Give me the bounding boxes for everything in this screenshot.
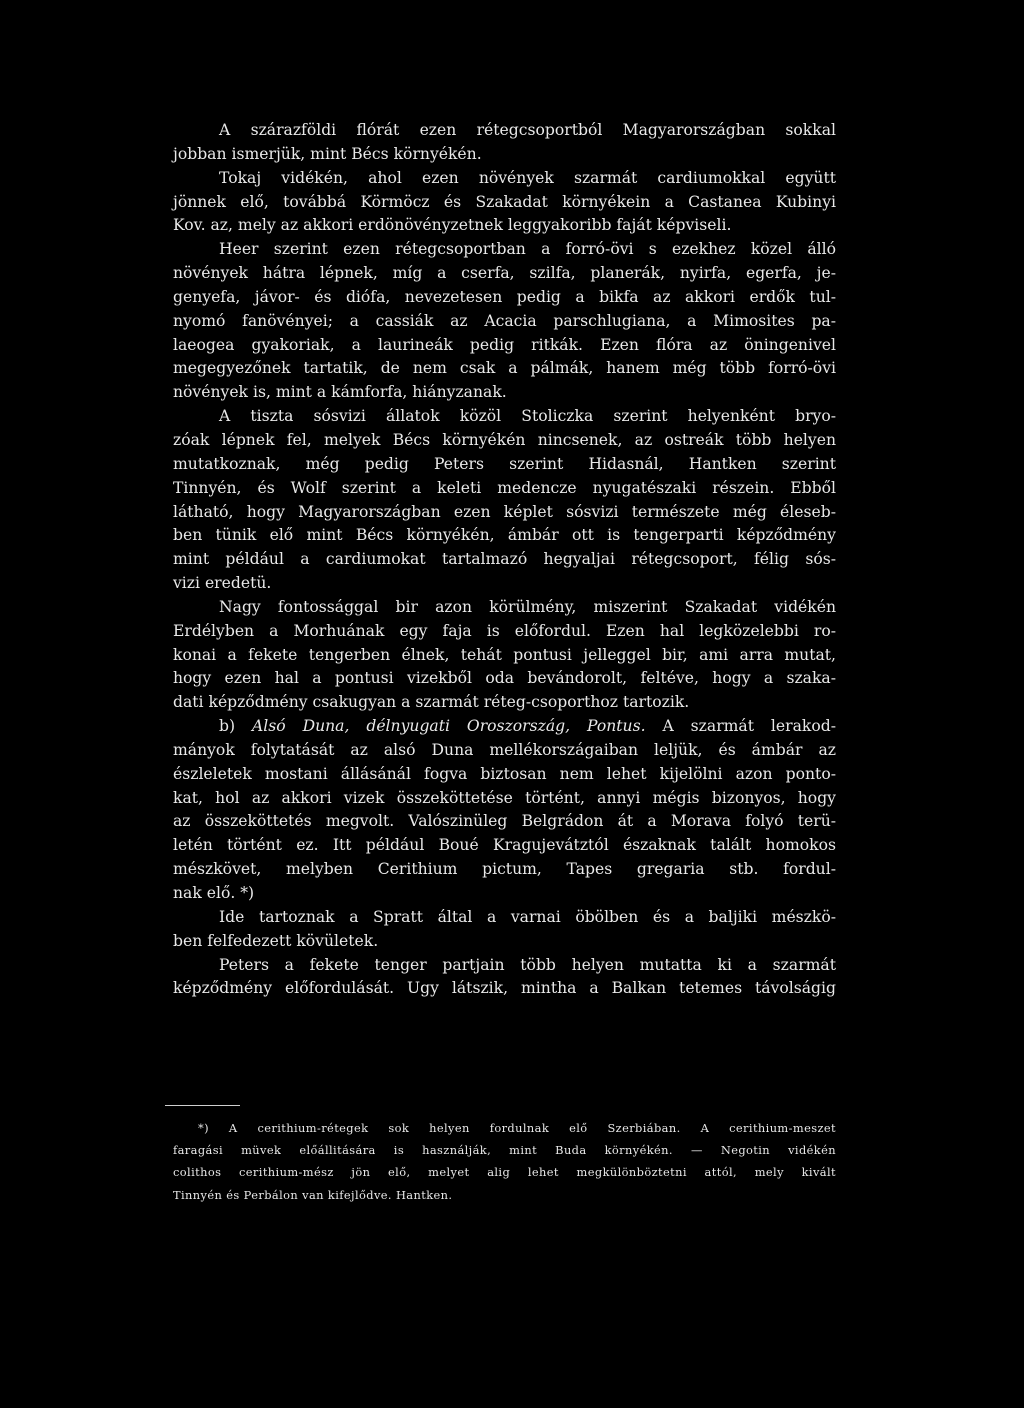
footnote-line: faragási müvek előállitására is használják, mint Buda környékén. — Negotin vidékén [173, 1143, 836, 1158]
text-line: Erdélyben a Morhuának egy faja is előfordul. Ezen hal legközelebbi ro- [173, 621, 836, 640]
text-line: kat, hol az akkori vizek összeköttetése történt, annyi mégis bizonyos, hogy [173, 788, 836, 807]
text-line: ben tünik elő mint Bécs környékén, ámbár ott is tengerparti képződmény [173, 526, 836, 545]
text-line: észleletek mostani állásánál fogva biztosan nem lehet kijelölni azon ponto- [173, 764, 836, 783]
text-line: Heer szerint ezen rétegcsoportban a forró-övi s ezekhez közel álló [219, 240, 836, 259]
line-segment: b) [219, 717, 252, 736]
text-line: növények is, mint a kámforfa, hiányzanak. [173, 383, 507, 402]
text-line: Ide tartoznak a Spratt által a varnai öbölben és a baljiki mészkö- [219, 907, 836, 926]
text-line: A szárazföldi flórát ezen rétegcsoportból Magyarországban sokkal [219, 121, 836, 139]
text-line: konai a fekete tengerben élnek, tehát pontusi jelleggel bir, ami arra mutat, [173, 645, 836, 664]
text-line [173, 715, 836, 739]
text-line: Kov. az, mely az akkori erdönövényzetnek leggyakoribb faját képviseli. [173, 216, 732, 235]
footnote-divider [165, 1105, 240, 1106]
text-line: Nagy fontossággal bir azon körülmény, miszerint Szakadat vidékén [219, 597, 836, 616]
text-line: nak elő. *) [173, 884, 255, 902]
text-line: vizi eredetü. [173, 574, 272, 593]
text-line: Tokaj vidékén, ahol ezen növények szarmát cardiumokkal együtt [219, 168, 836, 187]
text-line: képződmény előfordulását. Ugy látszik, mintha a Balkan tetemes távolságig [173, 979, 836, 998]
text-line: zóak lépnek fel, melyek Bécs környékén nincsenek, az ostreák több helyen [173, 430, 836, 449]
text-line: megegyezőnek tartatik, de nem csak a pálmák, hanem még több forró-övi [173, 359, 836, 378]
footnotes [173, 1117, 836, 1206]
body-text [173, 119, 836, 1001]
text-line: mészkövet, melyben Cerithium pictum, Tapes gregaria stb. fordul- [173, 860, 836, 879]
text-line: dati képződmény csakugyan a szarmát réteg-csoporthoz tartozik. [173, 693, 690, 712]
text-line: látható, hogy Magyarországban ezen képlet sósvizi természete még éleseb- [173, 502, 836, 521]
text-line: jobban ismerjük, mint Bécs környékén. [173, 144, 482, 163]
text-line: mint például a cardiumokat tartalmazó hegyaljai rétegcsoport, félig sós- [173, 550, 836, 569]
text-line: ben felfedezett kövületek. [173, 931, 379, 950]
text-line: genyefa, jávor- és diófa, nevezetesen pedig a bikfa az akkori erdők tul- [173, 287, 836, 306]
text-line: mutatkoznak, még pedig Peters szerint Hidasnál, Hantken szerint [173, 454, 836, 473]
text-line: Tinnyén, és Wolf szerint a keleti medencze nyugatészaki részein. Ebből [173, 478, 836, 497]
footnote-line: colithos cerithium-mész jön elő, melyet alig lehet megkülönböztetni attól, mely kivált [173, 1165, 836, 1180]
text-line: A tiszta sósvizi állatok közöl Stoliczka szerint helyenként bryo- [219, 407, 836, 426]
text-line: jönnek elő, továbbá Körmöcz és Szakadat környékein a Castanea Kubinyi [173, 192, 836, 211]
footnote-line: *) A cerithium-rétegek sok helyen fordulnak elő Szerbiában. A cerithium-meszet [198, 1121, 836, 1135]
text-line: Peters a fekete tenger partjain több helyen mutatta ki a szarmát [219, 955, 836, 974]
italic-heading: Alsó Duna, délnyugati Oroszország, Pontus. [252, 717, 646, 736]
text-line: növények hátra lépnek, míg a cserfa, szilfa, planerák, nyirfa, egerfa, je- [173, 264, 836, 283]
text-line: mányok folytatását az alsó Duna mellékországaiban leljük, és ámbár az [173, 740, 836, 759]
text-line: letén történt ez. Itt például Boué Kragujevátztól északnak talált homokos [173, 836, 836, 855]
text-line: laeogea gyakoriak, a laurineák pedig ritkák. Ezen flóra az öningenivel [173, 335, 836, 354]
footnote-line: Tinnyén és Perbálon van kifejlődve. Hantken. [173, 1187, 453, 1202]
text-line: az összeköttetés megvolt. Valószinüleg Belgrádon át a Morava folyó terü- [173, 812, 836, 831]
text-line: hogy ezen hal a pontusi vizekből oda bevándorolt, feltéve, hogy a szaka- [173, 669, 836, 688]
line-segment: A szarmát lerakod- [645, 717, 836, 736]
text-line: nyomó fanövényei; a cassiák az Acacia parschlugiana, a Mimosites pa- [173, 311, 836, 330]
